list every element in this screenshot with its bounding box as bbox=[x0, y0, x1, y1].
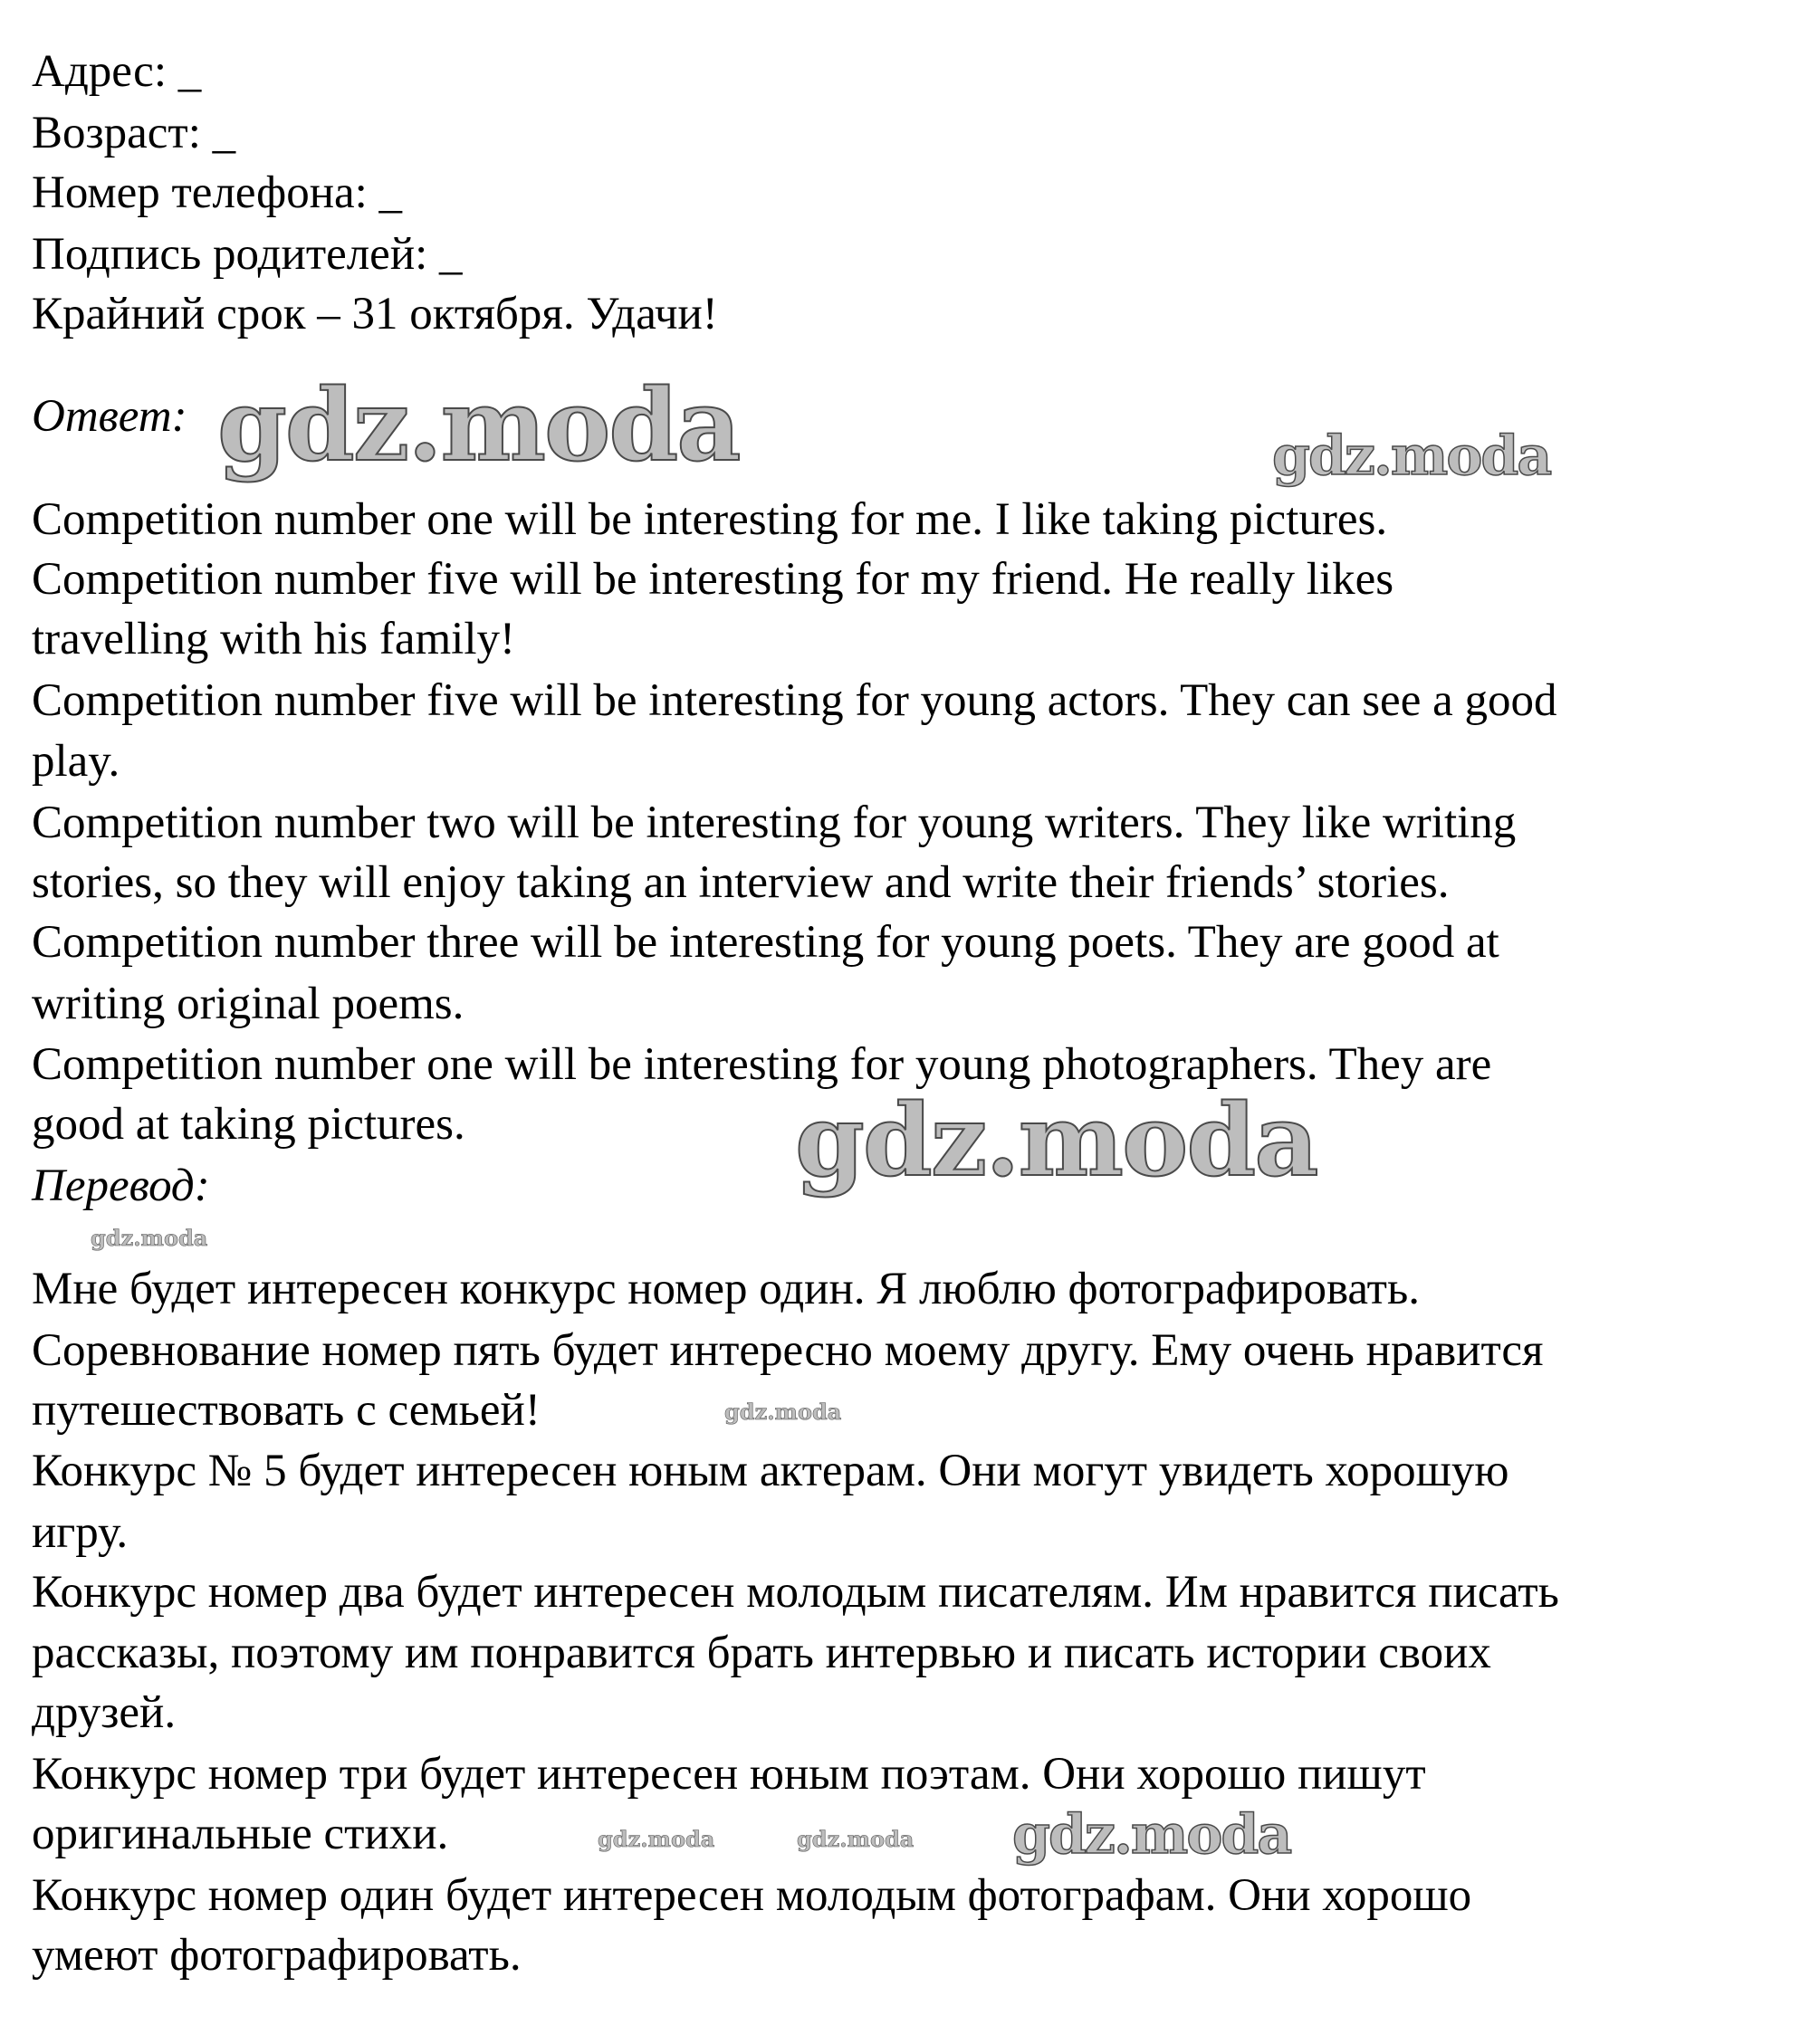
watermark-logo: gdz.moda bbox=[91, 1225, 208, 1251]
answer-line: Competition number three will be interesting for young poets. They are good at bbox=[32, 917, 1499, 968]
form-field-age: Возраст: _ bbox=[32, 108, 236, 158]
translation-line: рассказы, поэтому им понравится брать интервью и писать истории своих bbox=[32, 1628, 1491, 1678]
translation-line: Конкурс № 5 будет интересен юным актерам. Они могут увидеть хорошую bbox=[32, 1446, 1509, 1496]
answer-line: Competition number five will be interesting for young actors. They can see a good bbox=[32, 675, 1557, 726]
watermark-logo: gdz.moda bbox=[1012, 1803, 1291, 1867]
translation-line: игру. bbox=[32, 1507, 129, 1558]
deadline-text: Крайний срок – 31 октября. Удачи! bbox=[32, 289, 718, 339]
watermark-logo: gdz.moda bbox=[1272, 425, 1551, 488]
answer-line: Competition number one will be interesting for young photographers. They are bbox=[32, 1039, 1492, 1090]
translation-line: друзей. bbox=[32, 1687, 177, 1738]
answer-line: stories, so they will enjoy taking an interview and write their friends’ stories. bbox=[32, 857, 1450, 908]
translation-line: Конкурс номер два будет интересен молодым писателям. Им нравится писать bbox=[32, 1567, 1559, 1618]
form-field-address: Адрес: _ bbox=[32, 46, 202, 97]
answer-line: Competition number two will be interesting for young writers. They like writing bbox=[32, 798, 1517, 848]
answer-line: play. bbox=[32, 736, 120, 787]
translation-line: Конкурс номер три будет интересен юным поэтам. Они хорошо пишут bbox=[32, 1749, 1426, 1800]
answer-heading: Ответ: bbox=[32, 391, 187, 442]
watermark-logo: gdz.moda bbox=[797, 1826, 915, 1852]
form-field-phone: Номер телефона: _ bbox=[32, 167, 403, 218]
watermark-logo: gdz.moda bbox=[598, 1826, 715, 1852]
answer-line: good at taking pictures. bbox=[32, 1099, 465, 1150]
watermark-logo: gdz.moda bbox=[795, 1082, 1317, 1199]
answer-line: Competition number one will be interesting for me. I like taking pictures. bbox=[32, 494, 1388, 545]
watermark-logo: gdz.moda bbox=[724, 1399, 842, 1425]
translation-line: Конкурс номер один будет интересен молодым фотографам. Они хорошо bbox=[32, 1870, 1472, 1921]
translation-line: Мне будет интересен конкурс номер один. Я люблю фотографировать. bbox=[32, 1264, 1420, 1314]
answer-line: Competition number five will be interesting for my friend. He really likes bbox=[32, 554, 1394, 605]
answer-line: writing original poems. bbox=[32, 979, 464, 1029]
translation-line: Соревнование номер пять будет интересно моему другу. Ему очень нравится bbox=[32, 1325, 1544, 1376]
translation-line: оригинальные стихи. bbox=[32, 1809, 449, 1859]
watermark-logo: gdz.moda bbox=[217, 367, 740, 483]
form-field-parent-signature: Подпись родителей: _ bbox=[32, 229, 463, 280]
translation-heading: Перевод: bbox=[32, 1160, 210, 1211]
translation-line: умеют фотографировать. bbox=[32, 1930, 522, 1981]
translation-line: путешествовать с семьей! bbox=[32, 1385, 541, 1436]
answer-line: travelling with his family! bbox=[32, 614, 515, 664]
